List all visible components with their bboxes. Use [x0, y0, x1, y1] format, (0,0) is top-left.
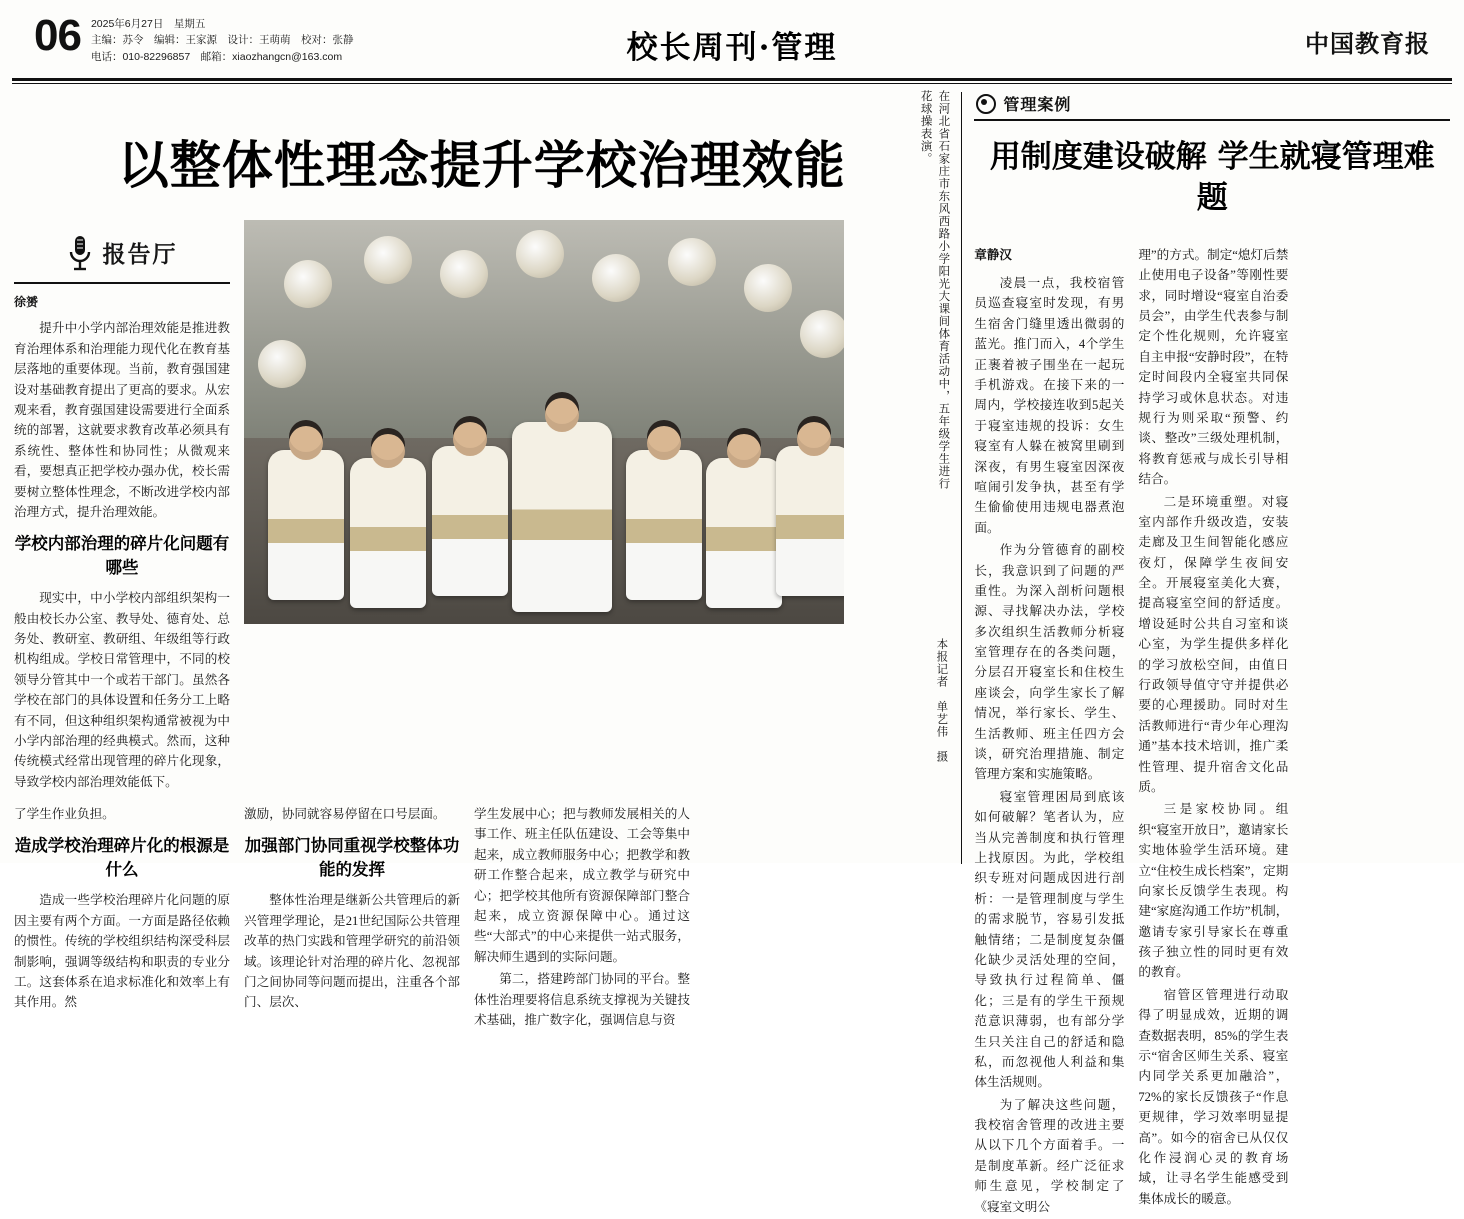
main-headline: 以整体性理念提升学校治理效能: [117, 136, 846, 196]
masthead: [0, 0, 1464, 78]
photo-credit: 本报记者 单艺伟 摄: [935, 638, 948, 763]
lower-col1-body: 造成一些学校治理碎片化问题的原因主要有两个方面。一方面是路径依赖的惯性。传统的学校组织结构深受科层制影响，强调等级结构和职责的专业分工。这套体系在追求标准化和效率上有其作用。然: [14, 893, 230, 1010]
column-divider: [961, 92, 962, 864]
imprint-contact: 电话：010-82296857 邮箱：xiaozhangcn@163.com: [90, 50, 343, 63]
left-lower-columns: [14, 804, 949, 1032]
right-c2-p2: 二是环境重塑。对寝室内部作升级改造，安装走廊及卫生间智能化感应夜灯，保障学生夜间安全。开展寝室美化大赛，提高寝室空间的舒适度。增设延时公共自习室和谈心室，为学生提供多样化的学习放松空间，由值日行政领导值守守并提供必要的心理援助。同时对生活教师进行“青少年心理沟通”基本技术培训，推广柔性管理、提升宿舍文化品质。: [1138, 494, 1289, 794]
right-c2-p1: 理”的方式。制定“熄灯后禁止使用电子设备”等刚性要求，同时增设“寝室自治委员会”，由学生代表参与制定个性化规则，允许寝室自主申报“安静时段”，在特定时间段内全寝室共同保持学习或休息状态。对违规行为则采取“预警、约谈、整改”三级处理机制，将教育惩戒与成长引导相结合。: [1138, 247, 1289, 487]
case-tag: [976, 92, 1450, 115]
case-label: 管理案例: [1003, 95, 1072, 114]
right-c2-p4: 宿管区管理进行动取得了明显成效，近期的调查数据表明，85%的学生表示“宿舍区师生关系、寝室内同学关系更加融洽”，72%的家长反馈孩子“作息更规律，学习效率明显提高”。如今的宿舍已从仅仅化作浸润心灵的教育场域，让寻名学生能感受到集体成长的暖意。: [1138, 987, 1289, 1206]
microphone-icon: [67, 234, 93, 276]
lower-col3-body: 第二，搭建跨部门协同的平台。整体性治理要将信息系统支撑视为关键技术基础，推广数字化，强调信息与资: [474, 972, 690, 1027]
photo-caption: 在河北省石家庄市东风西路小学阳光大课间体育活动中，五年级学生进行花球操表演。: [919, 90, 950, 490]
right-article-zone: [974, 90, 1450, 1214]
page-number: 06: [34, 11, 81, 60]
subheading-root-cause: 造成学校治理碎片化的根源是什么: [14, 836, 230, 880]
lead-paragraph: 提升中小学内部治理效能是推进教育治理体系和治理能力现代化在教育基层落地的重要体现。当前，教育强国建设对基础教育提出了更高的要求。从宏观来看，教育强国建设需要进行全面系统的部署，这就要求教育改革必须具有系统性、整体性和协同性；从微观来看，要想真正把学校办强办优，校长需要树立整体性理念，不断改进学校内部治理方式，提升治理效能。: [14, 321, 230, 519]
badge-rule: [14, 282, 230, 284]
lower-column-2: [244, 804, 460, 1032]
brand-name: 中国教育报: [1305, 29, 1430, 58]
lower-col3-tail: 学生发展中心；把与教师发展相关的人事工作、班主任队伍建设、工会等集中起来，成立教师服务中心；把教学和教研工作整合起来，成立教学与研究中心；把学校其他所有资源保障部门整合起来，成立资源保障中心。通过这些“大部式”的中心来提供一站式服务，解决师生遇到的实际问题。: [474, 807, 690, 964]
right-c2-p3: 三是家校协同。组织“寝室开放日”，邀请家长实地体验学生活环境。建立“住校生成长档案”，定期向家长反馈学生表现。构建“家庭沟通工作坊”机制，邀请专家引导家长在尊重孩子独立性的同时更有效的教育。: [1138, 802, 1289, 980]
right-c1-p3: 寝室管理困局到底该如何破解？笔者认为，应当从完善制度和执行管理上找原因。为此，学校组织专班对问题成因进行剖析：一是管理制度与学生的需求脱节，容易引发抵触情绪；二是制度复杂僵化缺少灵活处理的空间，导致执行过程简单、僵化；三是有的学生干预规范意识薄弱，也有部分学生只关注自己的舒适和隐私，而忽视他人利益和集体生活规则。: [974, 789, 1125, 1090]
page-content: [0, 84, 1464, 1214]
right-c1-p4: 为了解决这些问题，我校宿舍管理的改进主要从以下几个方面着手。一是制度革新。经广泛征求师生意见，学校制定了《寝室文明公: [974, 1097, 1125, 1214]
imprint-date: 2025年6月27日 星期五: [90, 18, 206, 30]
lower-column-1: [14, 804, 230, 1032]
lower-col2-tail: 激励，协同就容易停留在口号层面。: [244, 807, 446, 822]
author-byline: 徐赟: [14, 295, 39, 309]
lower-col1-tail: 了学生作业负担。: [14, 807, 115, 822]
column-lead: [14, 220, 230, 794]
right-c1-p2: 作为分管德育的副校长，我意识到了问题的严重性。为深入剖析问题根源、寻找解决办法，学校多次组织生活教师分析寝室管理存在的各类问题，分层召开寝室长和住校生座谈会，向学生家长了解情况，举行家长、学生、生活教师、班主任四方会谈，研究治理措施、制定管理方案和实施策略。: [974, 543, 1125, 782]
lower-col2-body: 整体性治理是继新公共管理后的新兴管理学理论，是21世纪国际公共管理改革的热门实践和管理学研究的前沿领域。该理论针对治理的碎片化、忽视部门之间协同等问题而提出，注重各个部门、层次、: [244, 893, 460, 1010]
report-hall-badge: [14, 234, 230, 276]
right-c1-p1: 凌晨一点，我校宿管员巡查寝室时发现，有男生宿舍门缝里透出微弱的蓝光。推门而入，4个学生正裹着被子围坐在一起玩手机游戏。在接下来的一周内，学校接连收到5起关于寝室违规的投诉：女生寝室有人躲在被窝里刷到深夜，有男生寝室因深夜喧闹引发争执，甚至有学生偷偷使用违规电器煮泡面。: [974, 276, 1125, 535]
subheading-coordination: 加强部门协同重视学校整体功能的发挥: [244, 836, 460, 880]
case-rule: [974, 119, 1450, 121]
right-column-2: [1138, 245, 1288, 1219]
report-hall-label: 报告厅: [102, 241, 178, 269]
right-headline: 用制度建设破解 学生就寝管理难题: [989, 139, 1435, 216]
imprint-editors: 主编：苏令 编辑：王家源 设计：王萌萌 校对：张静: [90, 34, 354, 47]
left-article-zone: [14, 90, 950, 1027]
right-author: 章静汉: [974, 247, 1012, 262]
target-icon: [976, 94, 996, 114]
right-column-1: [974, 245, 1124, 1219]
right-columns: [974, 245, 1450, 1219]
paragraph-fragmentation: 现实中，中小学校内部组织架构一般由校长办公室、教导处、德育处、总务处、教研室、教研组、年级组等行政机构组成。学校日常管理中，不同的校领导分管其中一个或若干部门。虽然各学校在部门的具体设置和任务分工上略有不同，但这种组织架构通常被视为中小学内部治理的经典模式。然而，这种传统模式经常出现管理的碎片化现象，导致学校内部治理效能低下。: [14, 591, 230, 789]
section-title: 校长周刊·管理: [626, 30, 838, 66]
masthead-rule-thick: [12, 78, 1452, 81]
subheading-fragmentation: 学校内部治理的碎片化问题有哪些: [14, 534, 230, 578]
lower-column-3: [474, 804, 690, 1032]
news-photo: [244, 220, 844, 624]
